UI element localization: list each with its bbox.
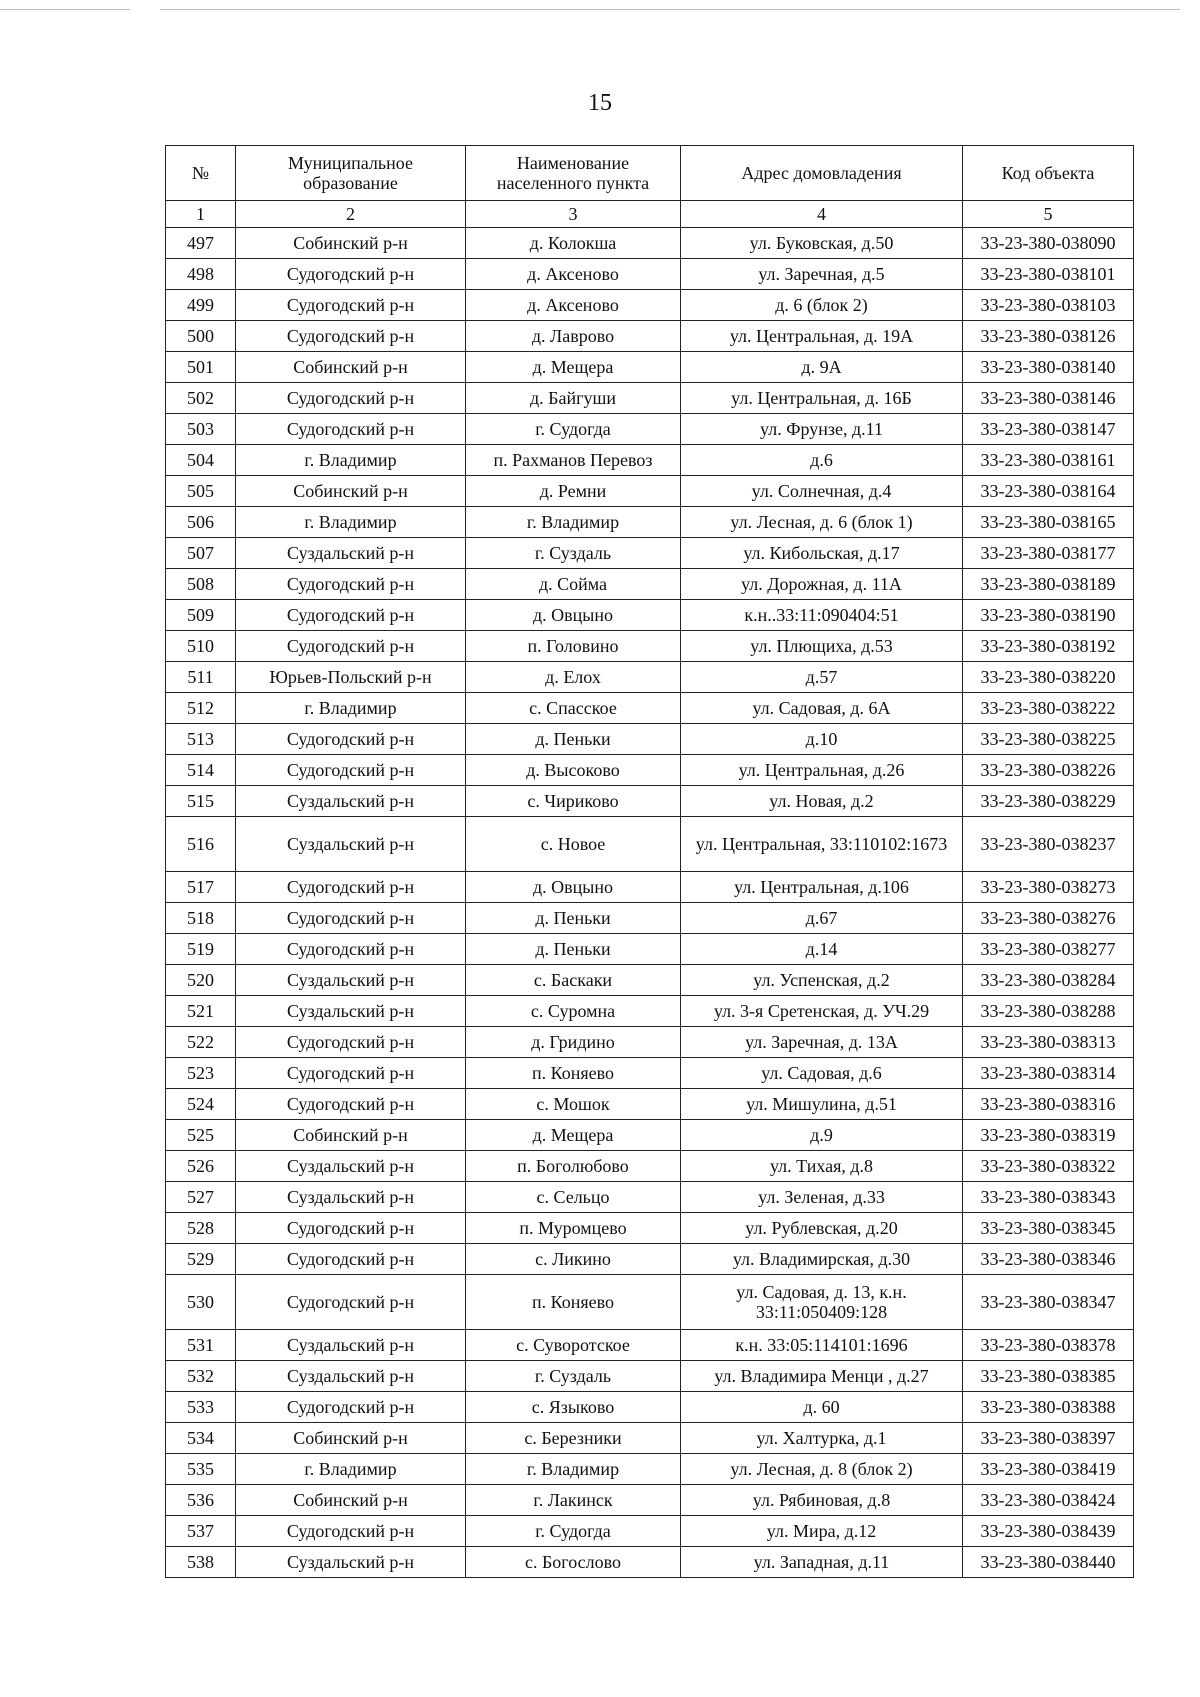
address-cell: ул. Садовая, д. 13, к.н. 33:11:050409:128 bbox=[681, 1275, 963, 1330]
table-row bbox=[166, 1547, 1134, 1578]
row-number-cell: 502 bbox=[166, 383, 236, 414]
settlement-cell: д. Овцыно bbox=[466, 872, 681, 903]
table-row bbox=[166, 1392, 1134, 1423]
settlement-cell: д. Высоково bbox=[466, 755, 681, 786]
row-number-cell: 532 bbox=[166, 1361, 236, 1392]
municipality-cell: Суздальский р-н bbox=[236, 996, 466, 1027]
settlement-cell: п. Рахманов Перевоз bbox=[466, 445, 681, 476]
row-number-cell: 512 bbox=[166, 693, 236, 724]
object-code-cell: 33-23-380-038419 bbox=[963, 1454, 1134, 1485]
row-number-cell: 507 bbox=[166, 538, 236, 569]
municipality-cell: Судогодский р-н bbox=[236, 1027, 466, 1058]
row-number-cell: 533 bbox=[166, 1392, 236, 1423]
table-row bbox=[166, 965, 1134, 996]
municipality-cell: Суздальский р-н bbox=[236, 1182, 466, 1213]
table-row bbox=[166, 1089, 1134, 1120]
municipality-cell: Судогодский р-н bbox=[236, 1213, 466, 1244]
row-number-cell: 523 bbox=[166, 1058, 236, 1089]
municipality-cell: Судогодский р-н bbox=[236, 600, 466, 631]
municipality-cell: Судогодский р-н bbox=[236, 321, 466, 352]
address-cell: д.57 bbox=[681, 662, 963, 693]
object-code-cell: 33-23-380-038319 bbox=[963, 1120, 1134, 1151]
table-row bbox=[166, 1182, 1134, 1213]
table-row bbox=[166, 569, 1134, 600]
address-cell: ул. Халтурка, д.1 bbox=[681, 1423, 963, 1454]
table-row bbox=[166, 1423, 1134, 1454]
municipality-cell: Собинский р-н bbox=[236, 1485, 466, 1516]
object-code-cell: 33-23-380-038229 bbox=[963, 786, 1134, 817]
settlement-cell: д. Ремни bbox=[466, 476, 681, 507]
header-number: № bbox=[166, 146, 236, 201]
table-row bbox=[166, 507, 1134, 538]
object-code-cell: 33-23-380-038385 bbox=[963, 1361, 1134, 1392]
row-number-cell: 506 bbox=[166, 507, 236, 538]
address-cell: ул. Лесная, д. 6 (блок 1) bbox=[681, 507, 963, 538]
municipality-cell: г. Владимир bbox=[236, 1454, 466, 1485]
table-row bbox=[166, 996, 1134, 1027]
header-settlement: Наименование населенного пункта bbox=[466, 146, 681, 201]
settlement-cell: д. Гридино bbox=[466, 1027, 681, 1058]
address-cell: ул. Буковская, д.50 bbox=[681, 228, 963, 259]
row-number-cell: 520 bbox=[166, 965, 236, 996]
row-number-cell: 529 bbox=[166, 1244, 236, 1275]
address-cell: ул. Владимирская, д.30 bbox=[681, 1244, 963, 1275]
row-number-cell: 510 bbox=[166, 631, 236, 662]
municipality-cell: Юрьев-Польский р-н bbox=[236, 662, 466, 693]
table-row bbox=[166, 1361, 1134, 1392]
row-number-cell: 517 bbox=[166, 872, 236, 903]
row-number-cell: 527 bbox=[166, 1182, 236, 1213]
object-code-cell: 33-23-380-038284 bbox=[963, 965, 1134, 996]
municipality-cell: Судогодский р-н bbox=[236, 1392, 466, 1423]
address-cell: ул. Новая, д.2 bbox=[681, 786, 963, 817]
row-number-cell: 508 bbox=[166, 569, 236, 600]
address-cell: ул. Заречная, д.5 bbox=[681, 259, 963, 290]
settlement-cell: д. Пеньки bbox=[466, 903, 681, 934]
table-row bbox=[166, 693, 1134, 724]
row-number-cell: 509 bbox=[166, 600, 236, 631]
object-code-cell: 33-23-380-038225 bbox=[963, 724, 1134, 755]
municipality-cell: г. Владимир bbox=[236, 445, 466, 476]
table-row bbox=[166, 600, 1134, 631]
row-number-cell: 514 bbox=[166, 755, 236, 786]
column-number: 4 bbox=[681, 201, 963, 228]
settlement-cell: д. Лаврово bbox=[466, 321, 681, 352]
row-number-cell: 525 bbox=[166, 1120, 236, 1151]
address-cell: ул. Плющиха, д.53 bbox=[681, 631, 963, 662]
object-code-cell: 33-23-380-038190 bbox=[963, 600, 1134, 631]
table-row bbox=[166, 1151, 1134, 1182]
address-cell: ул. Мишулина, д.51 bbox=[681, 1089, 963, 1120]
address-cell: ул. Садовая, д. 6А bbox=[681, 693, 963, 724]
municipality-cell: Суздальский р-н bbox=[236, 1361, 466, 1392]
municipality-cell: Судогодский р-н bbox=[236, 1516, 466, 1547]
settlement-cell: д. Аксеново bbox=[466, 259, 681, 290]
object-code-cell: 33-23-380-038343 bbox=[963, 1182, 1134, 1213]
table-row bbox=[166, 290, 1134, 321]
municipality-cell: Судогодский р-н bbox=[236, 414, 466, 445]
municipality-cell: Собинский р-н bbox=[236, 228, 466, 259]
table-row bbox=[166, 228, 1134, 259]
address-cell: д. 9А bbox=[681, 352, 963, 383]
row-number-cell: 497 bbox=[166, 228, 236, 259]
settlement-cell: д. Елох bbox=[466, 662, 681, 693]
address-cell: д.6 bbox=[681, 445, 963, 476]
settlement-cell: д. Мещера bbox=[466, 1120, 681, 1151]
settlement-cell: с. Суворотское bbox=[466, 1330, 681, 1361]
settlement-cell: п. Муромцево bbox=[466, 1213, 681, 1244]
municipality-cell: Судогодский р-н bbox=[236, 724, 466, 755]
address-cell: ул. Успенская, д.2 bbox=[681, 965, 963, 996]
settlement-cell: п. Боголюбово bbox=[466, 1151, 681, 1182]
object-code-cell: 33-23-380-038313 bbox=[963, 1027, 1134, 1058]
settlement-cell: с. Богослово bbox=[466, 1547, 681, 1578]
table-row bbox=[166, 476, 1134, 507]
column-number: 2 bbox=[236, 201, 466, 228]
row-number-cell: 516 bbox=[166, 817, 236, 872]
object-code-cell: 33-23-380-038146 bbox=[963, 383, 1134, 414]
row-number-cell: 534 bbox=[166, 1423, 236, 1454]
row-number-cell: 537 bbox=[166, 1516, 236, 1547]
municipality-cell: Судогодский р-н bbox=[236, 872, 466, 903]
table-row bbox=[166, 259, 1134, 290]
address-cell: ул. Дорожная, д. 11А bbox=[681, 569, 963, 600]
address-cell: д. 60 bbox=[681, 1392, 963, 1423]
table-row bbox=[166, 724, 1134, 755]
table-row bbox=[166, 445, 1134, 476]
table-row bbox=[166, 1454, 1134, 1485]
table-row bbox=[166, 1516, 1134, 1547]
object-code-cell: 33-23-380-038090 bbox=[963, 228, 1134, 259]
object-code-cell: 33-23-380-038388 bbox=[963, 1392, 1134, 1423]
table-row bbox=[166, 1213, 1134, 1244]
municipality-cell: г. Владимир bbox=[236, 507, 466, 538]
table-row bbox=[166, 538, 1134, 569]
table-row bbox=[166, 1120, 1134, 1151]
object-code-cell: 33-23-380-038140 bbox=[963, 352, 1134, 383]
header-object-code: Код объекта bbox=[963, 146, 1134, 201]
municipality-cell: Судогодский р-н bbox=[236, 1244, 466, 1275]
table-row bbox=[166, 1058, 1134, 1089]
row-number-cell: 515 bbox=[166, 786, 236, 817]
address-cell: ул. Западная, д.11 bbox=[681, 1547, 963, 1578]
table-row bbox=[166, 1244, 1134, 1275]
object-code-cell: 33-23-380-038226 bbox=[963, 755, 1134, 786]
row-number-cell: 524 bbox=[166, 1089, 236, 1120]
settlement-cell: д. Байгуши bbox=[466, 383, 681, 414]
municipality-cell: Судогодский р-н bbox=[236, 1058, 466, 1089]
address-cell: ул. Центральная, д. 19А bbox=[681, 321, 963, 352]
row-number-cell: 513 bbox=[166, 724, 236, 755]
object-code-cell: 33-23-380-038322 bbox=[963, 1151, 1134, 1182]
settlement-cell: г. Суздаль bbox=[466, 538, 681, 569]
settlement-cell: п. Головино bbox=[466, 631, 681, 662]
settlement-cell: д. Мещера bbox=[466, 352, 681, 383]
column-number: 3 bbox=[466, 201, 681, 228]
municipality-cell: Судогодский р-н bbox=[236, 631, 466, 662]
object-code-cell: 33-23-380-038165 bbox=[963, 507, 1134, 538]
municipality-cell: Судогодский р-н bbox=[236, 903, 466, 934]
municipality-cell: Суздальский р-н bbox=[236, 1330, 466, 1361]
table-row bbox=[166, 1485, 1134, 1516]
settlement-cell: п. Коняево bbox=[466, 1058, 681, 1089]
row-number-cell: 504 bbox=[166, 445, 236, 476]
settlement-cell: д. Аксеново bbox=[466, 290, 681, 321]
object-code-cell: 33-23-380-038189 bbox=[963, 569, 1134, 600]
municipality-cell: Судогодский р-н bbox=[236, 569, 466, 600]
object-code-cell: 33-23-380-038164 bbox=[963, 476, 1134, 507]
row-number-cell: 498 bbox=[166, 259, 236, 290]
municipality-cell: Суздальский р-н bbox=[236, 1547, 466, 1578]
address-cell: ул. Солнечная, д.4 bbox=[681, 476, 963, 507]
municipality-cell: Суздальский р-н bbox=[236, 786, 466, 817]
address-cell: ул. Центральная, д.106 bbox=[681, 872, 963, 903]
settlement-cell: д. Пеньки bbox=[466, 934, 681, 965]
settlement-cell: с. Сельцо bbox=[466, 1182, 681, 1213]
page-number: 15 bbox=[588, 90, 612, 116]
row-number-cell: 521 bbox=[166, 996, 236, 1027]
settlement-cell: д. Пеньки bbox=[466, 724, 681, 755]
row-number-cell: 522 bbox=[166, 1027, 236, 1058]
settlement-cell: с. Березники bbox=[466, 1423, 681, 1454]
settlement-cell: д. Колокша bbox=[466, 228, 681, 259]
table-row bbox=[166, 786, 1134, 817]
address-cell: к.н. 33:05:114101:1696 bbox=[681, 1330, 963, 1361]
municipality-cell: Собинский р-н bbox=[236, 476, 466, 507]
settlement-cell: с. Ликино bbox=[466, 1244, 681, 1275]
row-number-cell: 501 bbox=[166, 352, 236, 383]
header-address: Адрес домовладения bbox=[681, 146, 963, 201]
settlement-cell: г. Судогда bbox=[466, 414, 681, 445]
object-code-cell: 33-23-380-038103 bbox=[963, 290, 1134, 321]
municipality-cell: Судогодский р-н bbox=[236, 290, 466, 321]
object-code-cell: 33-23-380-038347 bbox=[963, 1275, 1134, 1330]
row-number-cell: 518 bbox=[166, 903, 236, 934]
object-code-cell: 33-23-380-038220 bbox=[963, 662, 1134, 693]
address-cell: д. 6 (блок 2) bbox=[681, 290, 963, 321]
address-cell: ул. Кибольская, д.17 bbox=[681, 538, 963, 569]
address-cell: ул. Заречная, д. 13А bbox=[681, 1027, 963, 1058]
object-code-cell: 33-23-380-038346 bbox=[963, 1244, 1134, 1275]
settlement-cell: с. Баскаки bbox=[466, 965, 681, 996]
object-code-cell: 33-23-380-038237 bbox=[963, 817, 1134, 872]
table-row bbox=[166, 414, 1134, 445]
municipality-cell: Судогодский р-н bbox=[236, 1275, 466, 1330]
table-row bbox=[166, 383, 1134, 414]
municipality-cell: Судогодский р-н bbox=[236, 383, 466, 414]
settlement-cell: г. Владимир bbox=[466, 507, 681, 538]
settlement-cell: с. Спасское bbox=[466, 693, 681, 724]
municipality-cell: Суздальский р-н bbox=[236, 817, 466, 872]
header-row bbox=[166, 146, 1134, 201]
object-code-cell: 33-23-380-038288 bbox=[963, 996, 1134, 1027]
table-row bbox=[166, 903, 1134, 934]
address-cell: д.9 bbox=[681, 1120, 963, 1151]
municipality-cell: г. Владимир bbox=[236, 693, 466, 724]
settlement-cell: с. Языково bbox=[466, 1392, 681, 1423]
settlement-cell: г. Владимир bbox=[466, 1454, 681, 1485]
column-number: 1 bbox=[166, 201, 236, 228]
object-code-cell: 33-23-380-038277 bbox=[963, 934, 1134, 965]
settlement-cell: с. Чириково bbox=[466, 786, 681, 817]
address-cell: ул. Центральная, 33:110102:1673 bbox=[681, 817, 963, 872]
column-number-row bbox=[166, 201, 1134, 228]
row-number-cell: 536 bbox=[166, 1485, 236, 1516]
object-code-cell: 33-23-380-038222 bbox=[963, 693, 1134, 724]
address-cell: ул. Центральная, д. 16Б bbox=[681, 383, 963, 414]
column-number: 5 bbox=[963, 201, 1134, 228]
municipality-cell: Собинский р-н bbox=[236, 1423, 466, 1454]
municipality-cell: Судогодский р-н bbox=[236, 934, 466, 965]
row-number-cell: 505 bbox=[166, 476, 236, 507]
address-cell: д.14 bbox=[681, 934, 963, 965]
address-cell: ул. Тихая, д.8 bbox=[681, 1151, 963, 1182]
object-code-cell: 33-23-380-038147 bbox=[963, 414, 1134, 445]
object-code-cell: 33-23-380-038397 bbox=[963, 1423, 1134, 1454]
object-code-cell: 33-23-380-038345 bbox=[963, 1213, 1134, 1244]
address-cell: ул. Рублевская, д.20 bbox=[681, 1213, 963, 1244]
object-code-cell: 33-23-380-038316 bbox=[963, 1089, 1134, 1120]
object-code-cell: 33-23-380-038101 bbox=[963, 259, 1134, 290]
address-cell: д.67 bbox=[681, 903, 963, 934]
table-row bbox=[166, 1330, 1134, 1361]
municipality-cell: Судогодский р-н bbox=[236, 259, 466, 290]
header-municipality: Муниципальное образование bbox=[236, 146, 466, 201]
row-number-cell: 511 bbox=[166, 662, 236, 693]
settlement-cell: д. Овцыно bbox=[466, 600, 681, 631]
address-cell: ул. Владимира Менци , д.27 bbox=[681, 1361, 963, 1392]
table-row bbox=[166, 1027, 1134, 1058]
municipality-cell: Судогодский р-н bbox=[236, 755, 466, 786]
row-number-cell: 538 bbox=[166, 1547, 236, 1578]
table-row bbox=[166, 755, 1134, 786]
settlement-cell: с. Суромна bbox=[466, 996, 681, 1027]
address-cell: ул. Лесная, д. 8 (блок 2) bbox=[681, 1454, 963, 1485]
municipality-cell: Собинский р-н bbox=[236, 352, 466, 383]
table-row bbox=[166, 934, 1134, 965]
object-code-cell: 33-23-380-038439 bbox=[963, 1516, 1134, 1547]
settlement-cell: с. Новое bbox=[466, 817, 681, 872]
object-code-cell: 33-23-380-038192 bbox=[963, 631, 1134, 662]
municipality-cell: Суздальский р-н bbox=[236, 1151, 466, 1182]
address-cell: ул. 3-я Сретенская, д. УЧ.29 bbox=[681, 996, 963, 1027]
address-cell: к.н..33:11:090404:51 bbox=[681, 600, 963, 631]
settlement-cell: п. Коняево bbox=[466, 1275, 681, 1330]
row-number-cell: 526 bbox=[166, 1151, 236, 1182]
table-row bbox=[166, 872, 1134, 903]
row-number-cell: 519 bbox=[166, 934, 236, 965]
address-cell: ул. Садовая, д.6 bbox=[681, 1058, 963, 1089]
object-code-cell: 33-23-380-038126 bbox=[963, 321, 1134, 352]
table-row bbox=[166, 817, 1134, 872]
settlement-cell: г. Лакинск bbox=[466, 1485, 681, 1516]
object-code-cell: 33-23-380-038314 bbox=[963, 1058, 1134, 1089]
row-number-cell: 535 bbox=[166, 1454, 236, 1485]
row-number-cell: 499 bbox=[166, 290, 236, 321]
object-code-cell: 33-23-380-038378 bbox=[963, 1330, 1134, 1361]
settlement-cell: с. Мошок bbox=[466, 1089, 681, 1120]
address-cell: ул. Мира, д.12 bbox=[681, 1516, 963, 1547]
object-code-cell: 33-23-380-038273 bbox=[963, 872, 1134, 903]
settlement-cell: г. Суздаль bbox=[466, 1361, 681, 1392]
table-row bbox=[166, 352, 1134, 383]
row-number-cell: 528 bbox=[166, 1213, 236, 1244]
scan-edge-line-left bbox=[0, 9, 130, 10]
table-row bbox=[166, 321, 1134, 352]
row-number-cell: 503 bbox=[166, 414, 236, 445]
object-code-cell: 33-23-380-038276 bbox=[963, 903, 1134, 934]
address-cell: ул. Фрунзе, д.11 bbox=[681, 414, 963, 445]
table-row bbox=[166, 1275, 1134, 1330]
row-number-cell: 531 bbox=[166, 1330, 236, 1361]
object-code-cell: 33-23-380-038440 bbox=[963, 1547, 1134, 1578]
settlement-cell: г. Судогда bbox=[466, 1516, 681, 1547]
municipality-cell: Собинский р-н bbox=[236, 1120, 466, 1151]
settlement-cell: д. Сойма bbox=[466, 569, 681, 600]
table-row bbox=[166, 631, 1134, 662]
address-cell: ул. Зеленая, д.33 bbox=[681, 1182, 963, 1213]
table-row bbox=[166, 662, 1134, 693]
scan-edge-line-right bbox=[160, 9, 1180, 10]
municipality-cell: Суздальский р-н bbox=[236, 538, 466, 569]
object-code-cell: 33-23-380-038424 bbox=[963, 1485, 1134, 1516]
address-cell: д.10 bbox=[681, 724, 963, 755]
municipality-cell: Суздальский р-н bbox=[236, 965, 466, 996]
object-code-cell: 33-23-380-038177 bbox=[963, 538, 1134, 569]
address-cell: ул. Центральная, д.26 bbox=[681, 755, 963, 786]
object-code-cell: 33-23-380-038161 bbox=[963, 445, 1134, 476]
row-number-cell: 530 bbox=[166, 1275, 236, 1330]
registry-table bbox=[165, 145, 1134, 1578]
row-number-cell: 500 bbox=[166, 321, 236, 352]
municipality-cell: Судогодский р-н bbox=[236, 1089, 466, 1120]
address-cell: ул. Рябиновая, д.8 bbox=[681, 1485, 963, 1516]
